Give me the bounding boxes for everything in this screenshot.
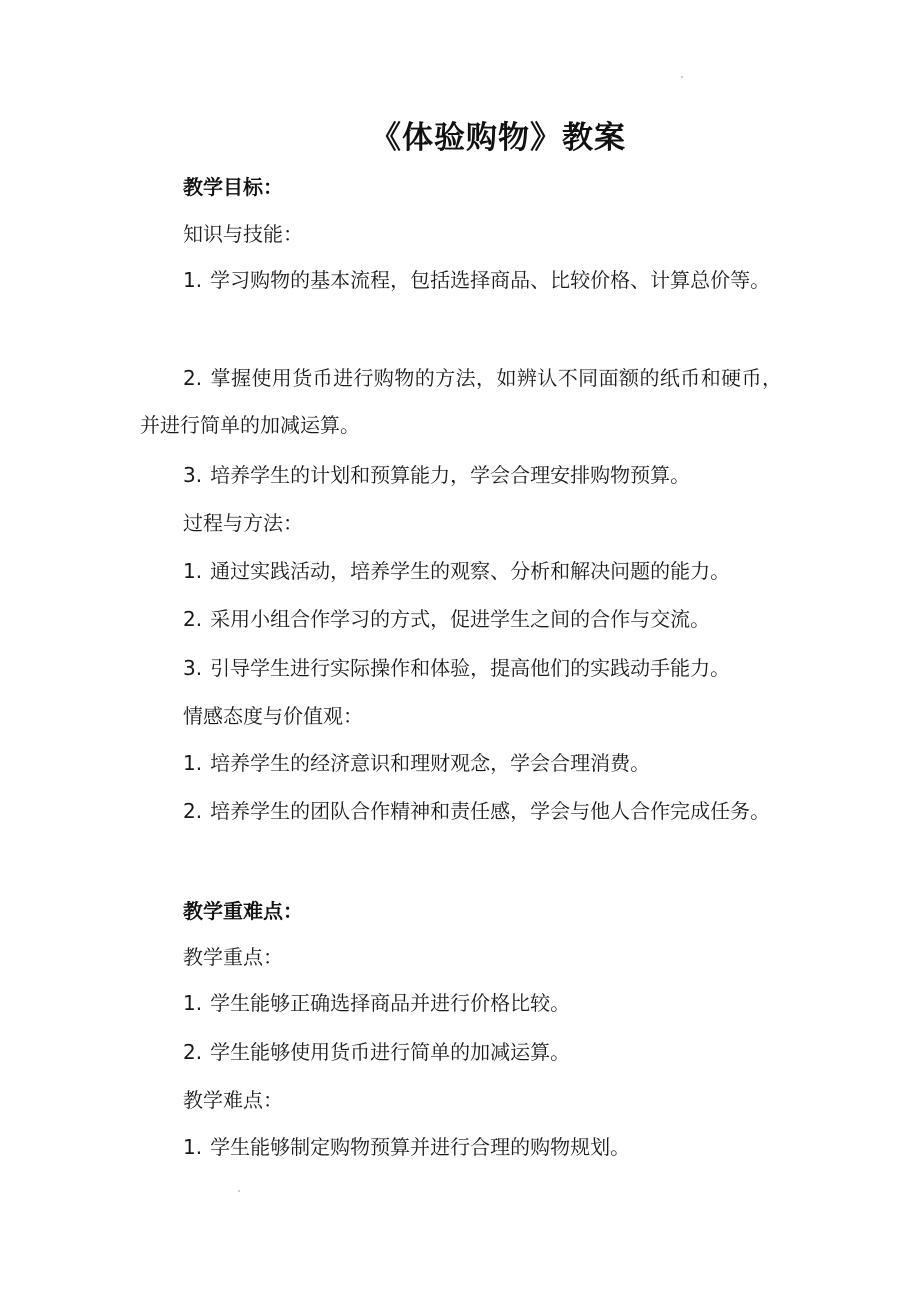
- item-number: 1.: [183, 751, 203, 775]
- item-number: 2.: [183, 1040, 203, 1064]
- knowledge-item-2: [140, 355, 782, 449]
- item-number: 1.: [183, 268, 203, 292]
- item-text: 采用小组合作学习的方式，促进学生之间的合作与交流。: [210, 607, 711, 631]
- subheading-difficult-points: 教学难点：: [183, 1088, 283, 1112]
- key-item-1: [140, 980, 782, 1027]
- item-text: 学生能够使用货币进行简单的加减运算。: [210, 1040, 571, 1064]
- item-number: 3.: [183, 463, 203, 487]
- process-item-2: [140, 596, 782, 643]
- item-number: 2.: [183, 366, 203, 390]
- scan-speck: [681, 76, 683, 78]
- item-text: 培养学生的团队合作精神和责任感，学会与他人合作完成任务。: [210, 799, 771, 823]
- item-text: 学习购物的基本流程，包括选择商品、比较价格、计算总价等。: [210, 268, 771, 292]
- item-text: 学生能够正确选择商品并进行价格比较。: [210, 991, 571, 1015]
- knowledge-item-3: [140, 452, 782, 499]
- subheading-attitudes-values: 情感态度与价值观：: [183, 704, 363, 728]
- subheading-key-points: 教学重点：: [183, 945, 283, 969]
- section-heading-key-difficult: 教学重难点：: [183, 899, 303, 923]
- key-item-2: [140, 1029, 782, 1076]
- item-text: 培养学生的经济意识和理财观念，学会合理消费。: [210, 751, 651, 775]
- item-text: 培养学生的计划和预算能力，学会合理安排购物预算。: [210, 463, 691, 487]
- difficult-item-1: [140, 1124, 782, 1171]
- document-title: 《体验购物》教案: [370, 120, 626, 156]
- section-heading-objectives: 教学目标：: [183, 175, 283, 199]
- subheading-knowledge-skills: 知识与技能：: [183, 222, 303, 246]
- subheading-process-methods: 过程与方法：: [183, 511, 303, 535]
- scan-speck: [238, 1190, 240, 1192]
- item-number: 1.: [183, 1135, 203, 1159]
- emotion-item-1: [140, 740, 782, 787]
- knowledge-item-1: [140, 257, 782, 304]
- item-number: 2.: [183, 799, 203, 823]
- process-item-1: [140, 548, 782, 595]
- item-number: 1.: [183, 559, 203, 583]
- process-item-3: [140, 645, 782, 692]
- item-text: 学生能够制定购物预算并进行合理的购物规划。: [210, 1135, 631, 1159]
- item-text: 掌握使用货币进行购物的方法，如辨认不同面额的纸币和硬币，并进行简单的加减运算。: [140, 366, 782, 437]
- item-number: 2.: [183, 607, 203, 631]
- item-number: 1.: [183, 991, 203, 1015]
- item-text: 通过实践活动，培养学生的观察、分析和解决问题的能力。: [210, 559, 731, 583]
- item-number: 3.: [183, 656, 203, 680]
- emotion-item-2: [140, 788, 782, 835]
- item-text: 引导学生进行实际操作和体验，提高他们的实践动手能力。: [210, 656, 731, 680]
